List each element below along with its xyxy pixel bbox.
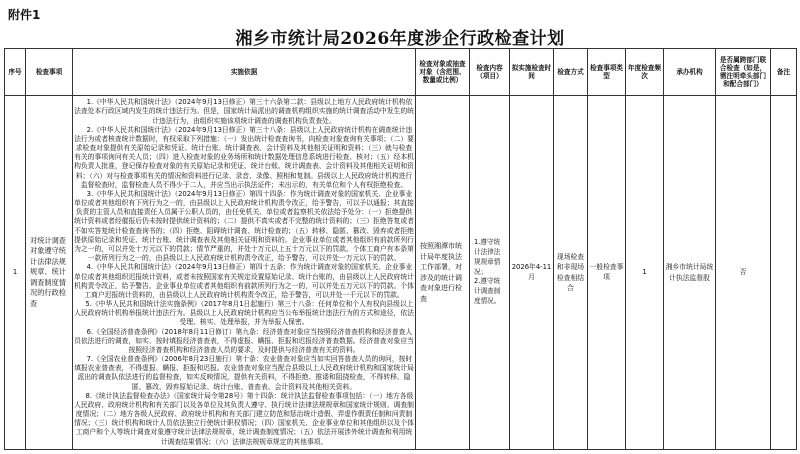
attachment-label: 附件1 — [8, 8, 41, 22]
basis-paragraph: 6.《全国经济普查条例》（2018年8月11日修订）第九条：经济普查对象应当按照经济普查机构和经济普查人员依法进行的调查，如实、按时填报经济普查表，不得虚报、瞒报、拒报和迟报经济普查数据。经济普查对象应当按照经济普查机构和经济普查人员的要求，及时提供与经济普查有关的资料。 — [74, 327, 414, 354]
basis-paragraph: 2.《中华人民共和国统计法》（2024年9月13日修正）第三十八条：县级以上人民政府统计机构在调查统计违法行为或者核查统计数据时，有权采取下列措施：（一）发出统计检查查询书，向检查对象查询有关事项；（二）要求检查对象提供有关原始记录和凭证、统计台账、统计调查表、会计资料及其他相关证明和资料；（三）就与检查有关的事项询问有关人员；（四）进入检查对象的业务场所和统计数据处理信息系统进行检查、核对；（五）经本机构负责人批准，登记保存检查对象的有关原始记录和凭证、统计台账、统计调查表、会计资料及其他相关证明和资料；（六）对与检查事项有关的情况和资料进行记录、录音、录像、照相和复制。县级以上人民政府统计机构进行监督检查时，监督检查人员不得少于二人，并应当出示执法证件；未出示的，有关单位和个人有权拒绝检查。 — [74, 125, 414, 189]
col-header-item: 检查事项 — [26, 49, 73, 96]
basis-paragraph: 4.《中华人民共和国统计法》（2024年9月13日修正）第四十五条：作为统计调查对象的国家机关、企业事业单位或者其他组织迟报统计资料，或者未按照国家有关规定设置原始记录、统计台账的，由县级以上人民政府统计机构责令改正，给予警告。企业事业单位或者其他组织有前款所列行为之一的，可以并处五万元以下的罚款。个体工商户迟报统计资料的，由县级以上人民政府统计机构责令改正，给予警告，可以并处一千元以下的罚款。 — [74, 263, 414, 299]
col-header-time: 拟实施检查时间 — [510, 49, 554, 96]
col-header-type: 检查事项类型 — [588, 49, 626, 96]
table-row — [5, 96, 797, 450]
col-header-content: 检查内容（项目） — [470, 49, 510, 96]
col-header-target: 检查对象或抽查对象（含范围、数量或比例） — [416, 49, 470, 96]
cell-content: 1.遵守统计法律法规规章情况； 2.遵守统计调查制度情况。 — [470, 96, 510, 450]
basis-paragraph: 3.《中华人民共和国统计法》（2024年9月13日修正）第四十四条：作为统计调查对象的国家机关、企业事业单位或者其他组织有下列行为之一的，由县级以上人民政府统计机构责令改正，给予警告，可以予以通报；其直接负责的主管人员和直接责任人员属于公职人员的，由任免机关、单位或者监察机关依法给予处分：（一）拒绝提供统计资料或者经催报后仍未按时提供统计资料的；（二）提供不真实或者不完整的统计资料的；（三）拒绝答复或者不如实答复统计检查查询书的；（四）拒绝、阻碍统计调查、统计检查的；（五）转移、隐匿、篡改、毁弃或者拒绝提供原始记录和凭证、统计台账、统计调查表及其他相关证明和资料的。企业事业单位或者其他组织有前款所列行为之一的，可以并处十万元以下的罚款；情节严重的，并处十万元以上五十万元以下的罚款。个体工商户有本条第一款所列行为之一的，由县级以上人民政府统计机构责令改正，给予警告，可以并处一万元以下的罚款。 — [74, 189, 414, 263]
col-header-remark: 备注 — [771, 49, 797, 96]
cell-frequency: 1 — [626, 96, 664, 450]
page-title: 湘乡市统计局2026年度涉企行政检查计划 — [235, 29, 565, 49]
cell-index: 1 — [5, 96, 26, 450]
col-header-basis: 实施依据 — [73, 49, 416, 96]
cell-time: 2026年4-11月 — [510, 96, 554, 450]
basis-paragraph: 1.《中华人民共和国统计法》（2024年9月13日修正）第三十六条第二款：县级以上地方人民政府统计机构依法查处本行政区域内发生的统计违法行为。但是，国家统计局派出的调查机构组织实施的统计调查活动中发生的统计违法行为，由组织实施该项统计调查的调查机构负责查处。 — [74, 98, 414, 125]
header-row — [5, 49, 797, 96]
col-header-frequency: 年度检查频次 — [626, 49, 664, 96]
cell-type: 一般检查事项 — [588, 96, 626, 450]
cell-basis — [73, 96, 416, 450]
col-header-agency: 承办机构 — [664, 49, 716, 96]
basis-paragraph: 7.《全国农业普查条例》（2006年8月23日施行）第十条：农业普查对象应当如实回答普查人员的询问，按时填报农业普查表，不得虚报、瞒报、拒报和迟报。农业普查对象应当配合县级以上人民政府统计机构和国家统计局派出的调查队依法进行的监督检查，如实反映情况，提供有关资料，不得拒绝、推诿和阻挠检查，不得转移、隐匿、篡改、毁弃原始记录、统计台账、普查表、会计资料及其他相关资料。 — [74, 355, 414, 391]
cell-remark — [771, 96, 797, 450]
cell-target: 按照湘潭市统计局年度执法工作部署，对涉及的统计调查对象进行检查 — [416, 96, 470, 450]
col-header-method: 检查方式 — [554, 49, 588, 96]
basis-paragraph: 8.《统计执法监督检查办法》（国家统计局令第28号）第十四条：统计执法监督检查事项包括：（一）地方各级人民政府、政府统计机构和有关部门以及各单位及其负责人遵守、执行统计法律法规规章和国家统计规则、调查制度情况；（二）地方各级人民政府、政府统计机构和有关部门建立防范和惩治统计造假、弄虚作假责任制和问责制情况；（三）统计机构和统计人员依法独立行使统计职权情况；（四）国家机关、企业事业单位和其他组织以及个体工商户和个人等统计调查对象遵守统计法律法规规章，统计调查制度情况；（五）依法开展涉外统计调查和利用统计调查结果情况；（六）法律法规规章规定的其他事项。 — [74, 391, 414, 446]
basis-paragraph: 5.《中华人民共和国统计法实施条例》（2017年8月1日起施行）第三十八条：任何单位和个人有权向县级以上人民政府统计机构举报统计违法行为。县级以上人民政府统计机构应当公布举报统计违法行为的方式和途径，依法受理、核实、处理举报，并为举报人保密。 — [74, 300, 414, 327]
cell-method: 现场检查和非现场检查相结合 — [554, 96, 588, 450]
col-header-joint: 是否属跨部门联合检查（如是，需注明牵头部门和配合部门） — [716, 49, 771, 96]
cell-item: 对统计调查对象遵守统计法律法规规章、统计调查制度情况的行政检查 — [26, 96, 73, 450]
cell-agency: 湘乡市统计局统计执法监督股 — [664, 96, 716, 450]
col-header-index: 序号 — [5, 49, 26, 96]
inspection-plan-table — [4, 48, 797, 450]
cell-joint: 否 — [716, 96, 771, 450]
